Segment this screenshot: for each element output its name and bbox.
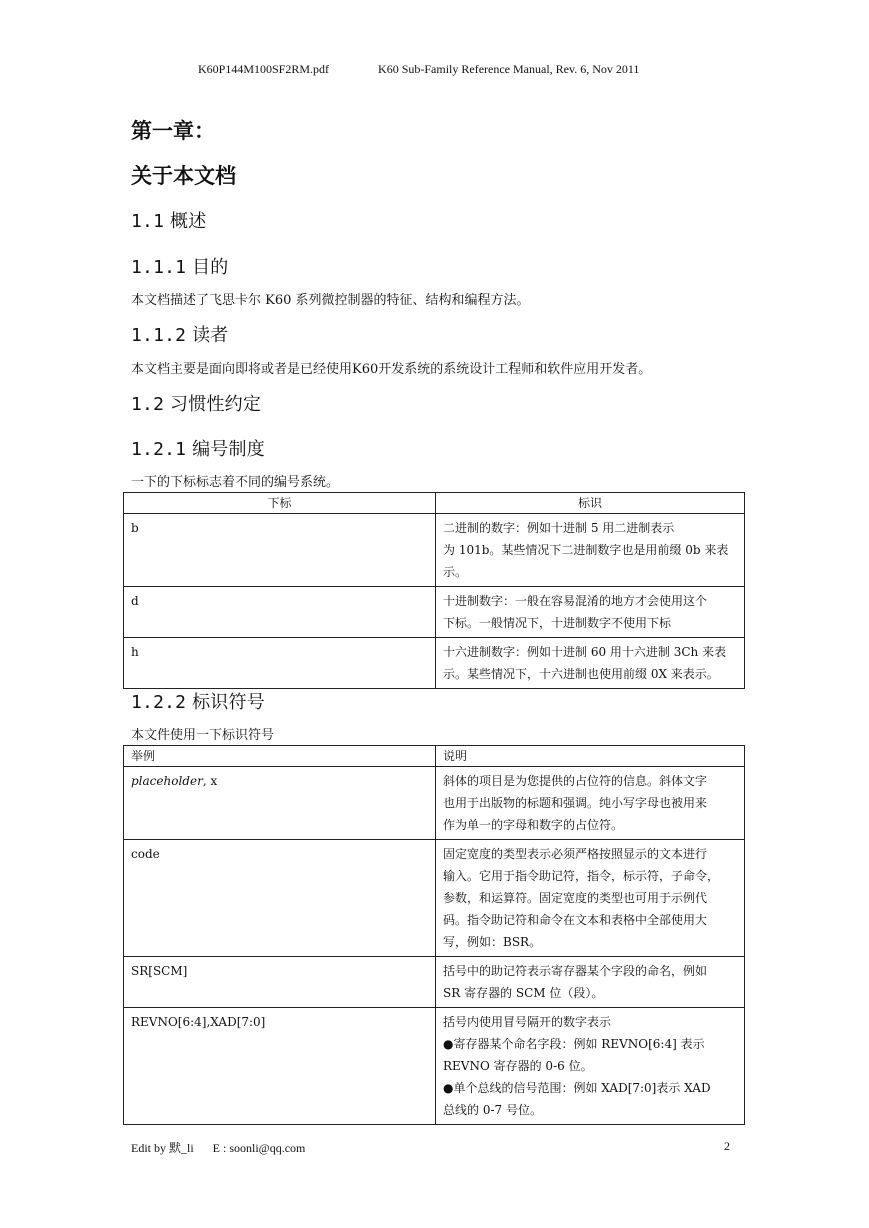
table-header-row [124,746,745,767]
section-1-2-2-heading [131,688,265,714]
numbering-intro: 一下的下标标志着不同的编号系统。 [131,475,340,490]
audience-paragraph: 本文档主要是面向即将或者是已经使用K60开发系统的系统设计工程师和软件应用开发者。 [131,362,652,377]
section-1-1-1-heading [131,253,229,279]
cell-line: 参数，和运算符。固定宽度的类型也可用于示例代 [443,891,708,905]
table-row [124,638,745,689]
subscript-cell: h [124,638,436,689]
example-cell: SR[SCM] [124,957,436,1008]
cell-line: 十六进制数字：例如十进制 60 用十六进制 3Ch 来表 [443,645,727,659]
meaning-cell [436,638,745,689]
section-number: 1.1 [131,211,165,232]
section-number: 1.1.2 [131,325,187,346]
cell-line: 括号内使用冒号隔开的数字表示 [443,1015,612,1029]
table-row [124,587,745,638]
cell-line: 示。 [443,565,468,579]
section-number: 1.2.2 [131,692,187,713]
example-suffix: , x [202,774,218,788]
cell-line: ●寄存器某个命名字段：例如 REVNO[6:4] 表示 [443,1037,705,1051]
description-cell [436,957,745,1008]
cell-line: 码。指令助记符和命令在文本和表格中全部使用大 [443,913,708,927]
cell-line: 固定宽度的类型表示必须严格按照显示的文本进行 [443,847,708,861]
table-row [124,840,745,957]
meaning-cell [436,587,745,638]
header-filename: K60P144M100SF2RM.pdf [198,62,330,76]
table-row [124,514,745,587]
column-header: 标识 [436,493,745,514]
chapter-number: 第一章： [131,119,215,143]
section-1-2-heading [131,390,261,416]
column-header: 说明 [436,746,745,767]
section-title: 编号制度 [192,439,265,460]
section-title: 习惯性约定 [170,394,262,415]
section-title: 读者 [192,325,229,346]
italic-example: placeholder [131,774,203,788]
section-number: 1.2.1 [131,439,187,460]
column-header: 举例 [124,746,436,767]
purpose-paragraph: 本文档描述了飞思卡尔 K60 系列微控制器的特征、结构和编程方法。 [131,293,530,308]
cell-line: SR 寄存器的 SCM 位（段）。 [443,986,604,1000]
example-cell: REVNO[6:4],XAD[7:0] [124,1008,436,1125]
table-header-row [124,493,745,514]
section-title: 标识符号 [192,692,265,713]
example-cell [124,767,436,840]
subscript-cell: d [124,587,436,638]
cell-line: 斜体的项目是为您提供的占位符的信息。斜体文字 [443,774,708,788]
meaning-cell [436,514,745,587]
section-number: 1.2 [131,394,165,415]
description-cell [436,1008,745,1125]
example-cell: code [124,840,436,957]
description-cell [436,767,745,840]
notation-intro: 本文件使用一下标识符号 [131,728,275,743]
section-1-1-heading [131,207,206,233]
column-header: 下标 [124,493,436,514]
cell-line: 二进制的数字：例如十进制 5 用二进制表示 [443,521,675,535]
page-number: 2 [724,1139,730,1153]
cell-line: 十进制数字：一般在容易混淆的地方才会使用这个 [443,594,708,608]
footer-email: E : soonli@qq.com [212,1141,306,1155]
cell-line: 作为单一的字母和数字的占位符。 [443,818,624,832]
footer-editor: Edit by 默_li [131,1141,194,1155]
section-1-2-1-heading [131,435,265,461]
cell-line: ●单个总线的信号范围：例如 XAD[7:0]表示 XAD [443,1081,711,1095]
page-footer [131,1139,305,1156]
description-cell [436,840,745,957]
page-header [198,62,639,77]
cell-line: 示。某些情况下，十六进制也使用前缀 0X 来表示。 [443,667,719,681]
chapter-title: 关于本文档 [131,164,236,188]
cell-line: 括号中的助记符表示寄存器某个字段的命名，例如 [443,964,708,978]
section-title: 目的 [192,257,229,278]
table-row [124,957,745,1008]
cell-line: 也用于出版物的标题和强调。纯小写字母也被用来 [443,796,708,810]
cell-line: 下标。一般情况下，十进制数字不使用下标 [443,616,672,630]
numbering-table [123,492,745,689]
table-row [124,767,745,840]
section-1-1-2-heading [131,321,229,347]
cell-line: 总线的 0-7 号位。 [443,1103,542,1117]
section-number: 1.1.1 [131,257,187,278]
cell-line: 为 101b。某些情况下二进制数字也是用前缀 0b 来表 [443,543,729,557]
section-title: 概述 [170,211,207,232]
subscript-cell: b [124,514,436,587]
cell-line: 输入。它用于指令助记符，指令，标示符，子命令， [443,869,720,883]
header-manual-title: K60 Sub-Family Reference Manual, Rev. 6, Nov 2011 [378,62,640,76]
table-row [124,1008,745,1125]
notation-table [123,745,745,1125]
cell-line: REVNO 寄存器的 0-6 位。 [443,1059,593,1073]
cell-line: 写，例如：BSR。 [443,935,542,949]
